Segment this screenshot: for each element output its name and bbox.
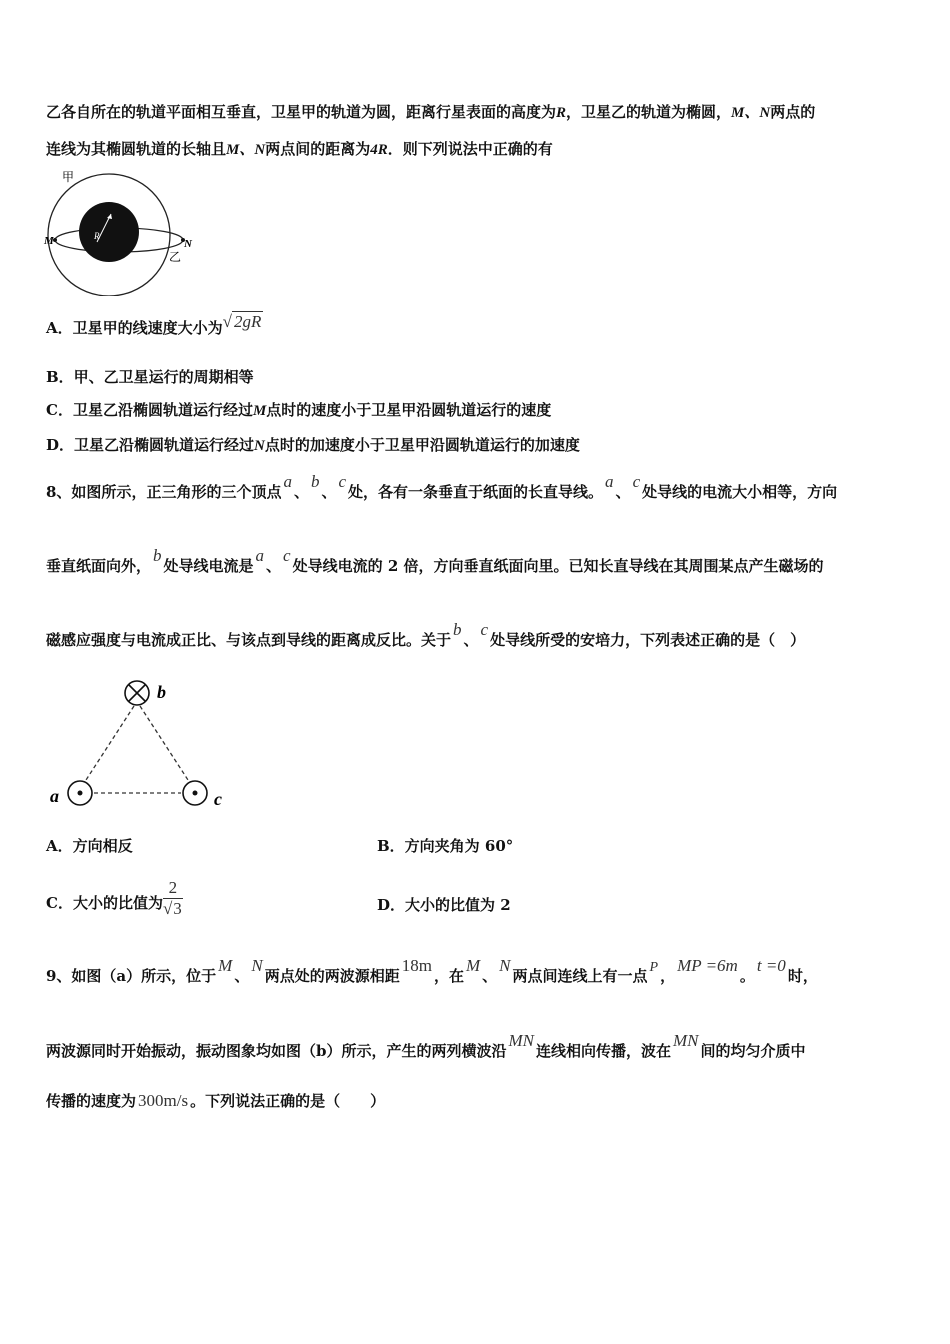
q9-l1-text-e: 时， — [787, 967, 818, 985]
q8-fraction-radicand: 3 — [173, 898, 182, 918]
q8-l1-text: 8、如图所示，正三角形的三个顶点 — [46, 483, 282, 501]
q8-option-b: B．方向夹角为 60° — [377, 837, 514, 855]
q7-option-c-text-b: 点时的速度小于卫星甲沿圆轨道运行的速度 — [266, 401, 552, 419]
q8-option-c-fraction — [163, 878, 183, 919]
q9-l1-text-c: ，在 — [433, 967, 464, 985]
q8-l2-text: 垂直纸面向外， — [46, 557, 152, 575]
q9-l3-text: 传播的速度为 — [46, 1092, 137, 1110]
q9-l1-text: 9、如图（a）所示，位于 — [46, 967, 217, 985]
q7-stem-text-b: ，卫星乙的轨道为椭圆， — [566, 103, 732, 121]
q9-t0: t =0 — [756, 956, 786, 975]
q7-option-d — [46, 435, 580, 456]
q9-var-M: M — [465, 956, 481, 975]
q9-sep: 、 — [482, 967, 498, 985]
q8-wire-a-out-of-page-icon — [68, 781, 92, 805]
q9-var-MN: MN — [673, 1031, 699, 1050]
q8-var-a: a — [605, 472, 614, 491]
q7-option-d-text-b: 点时的加速度小于卫星甲沿圆轨道运行的加速度 — [264, 436, 580, 454]
q8-fraction-denominator: √3 — [162, 898, 182, 918]
q7-stem-text-c: 两点的 — [770, 103, 816, 121]
q7-stem2-text-c: 两点间的距离为 — [265, 140, 371, 158]
q7-label-yi: 乙 — [169, 250, 182, 264]
q7-option-c-text: C．卫星乙沿椭圆轨道运行经过 — [46, 401, 253, 419]
q9-speed: 300m/s — [138, 1091, 189, 1110]
q9-var-P: P — [649, 960, 659, 975]
q8-side-bc — [140, 706, 188, 780]
q8-var-b: b — [310, 472, 320, 491]
q9-var-N: N — [499, 956, 511, 975]
q7-stem-line1 — [46, 102, 815, 123]
q8-var-b: b — [453, 620, 462, 639]
q8-l3-text: 磁感应强度与电流成正比、与该点到导线的距离成反比。关于 — [46, 631, 452, 649]
q8-option-a: A．方向相反 — [46, 837, 133, 855]
q8-l2-text-b: 处导线电流是 — [163, 557, 254, 575]
q8-label-b: b — [157, 682, 166, 702]
q8-var-a: a — [283, 472, 292, 491]
q8-var-c: c — [632, 472, 641, 491]
q8-wire-c-out-of-page-icon — [183, 781, 207, 805]
q8-option-c-text: C．大小的比值为 — [46, 894, 163, 912]
q7-option-a-radicand: 2gR — [233, 312, 262, 331]
q7-option-d-text: D．卫星乙沿椭圆轨道运行经过 — [46, 436, 255, 454]
q8-sep: 、 — [615, 483, 631, 501]
q7-label-R: R — [94, 231, 100, 241]
q7-option-a — [46, 312, 263, 338]
q8-label-c: c — [214, 789, 222, 809]
q8-var-a: a — [255, 546, 265, 565]
q9-comma: ， — [660, 967, 676, 985]
q9-sep: 、 — [234, 967, 250, 985]
q9-l2-text-b: 连线相向传播，波在 — [536, 1042, 672, 1060]
q8-label-a: a — [50, 786, 59, 806]
q8-stem-line1 — [46, 472, 838, 502]
q9-var-MN: MN — [508, 1031, 534, 1050]
q8-sep: 、 — [266, 557, 282, 575]
q9-var-M: M — [218, 956, 233, 975]
q9-l1-text-b: 两点处的两波源相距 — [264, 967, 400, 985]
q8-var-c: c — [338, 472, 347, 491]
q7-label-M: M — [44, 235, 54, 247]
q8-l1-text-b: 处，各有一条垂直于纸面的长直导线。 — [348, 483, 604, 501]
q8-wire-b-into-page-icon — [125, 681, 149, 705]
q8-l3-text-b: 处导线所受的安培力，下列表述正确的是（ ） — [490, 631, 806, 649]
q8-side-ab — [86, 706, 134, 780]
q8-var-c: c — [283, 546, 291, 565]
q8-l2-text-c: 处导线电流的 2 倍，方向垂直纸面向里。已知长直导线在其周围某点产生磁场的 — [292, 557, 824, 575]
q7-option-a-text: A．卫星甲的线速度大小为 — [46, 319, 223, 337]
q9-l2-text-c: 间的均匀介质中 — [700, 1042, 806, 1060]
q8-triangle-figure — [44, 672, 244, 817]
q9-distance: 18m — [401, 956, 432, 975]
q7-option-a-sqrt: √ 2gR — [222, 312, 262, 331]
q7-stem-line2 — [46, 139, 553, 160]
q9-MP: MP =6m — [677, 956, 738, 975]
q9-l2-text: 两波源同时开始振动，振动图象均如图（b）所示，产生的两列横波沿 — [46, 1042, 507, 1060]
q7-var-MN-2: M、N — [226, 142, 266, 158]
q7-option-b: B．甲、乙卫星运行的周期相等 — [46, 368, 254, 386]
q8-stem-line3 — [46, 620, 806, 650]
q7-stem2-text: 连线为其椭圆轨道的长轴且 — [46, 140, 227, 158]
q9-stem-line3 — [46, 1091, 385, 1111]
q7-stem-text: 乙各自所在的轨道平面相互垂直，卫星甲的轨道为圆，距离行星表面的高度为 — [46, 103, 557, 121]
q8-option-d: D．大小的比值为 2 — [377, 896, 511, 914]
q7-label-jia: 甲 — [62, 170, 75, 184]
q8-option-c — [46, 878, 183, 928]
q8-l1-text-c: 处导线的电流大小相等，方向 — [642, 483, 838, 501]
q8-sep: 、 — [321, 483, 337, 501]
q9-var-N: N — [251, 956, 263, 975]
q7-planet — [79, 202, 139, 262]
q9-stem-line1 — [46, 956, 818, 988]
q9-l3-text-b: 。下列说法正确的是（ ） — [190, 1092, 386, 1110]
q7-label-N: N — [184, 238, 192, 250]
q8-var-b: b — [153, 546, 162, 565]
q8-sep: 、 — [463, 631, 479, 649]
q7-stem2-text-d: ．则下列说法中正确的有 — [387, 140, 553, 158]
q9-stem-line2 — [46, 1031, 806, 1061]
q7-option-d-N: N — [254, 438, 265, 454]
q7-var-MN: M、N — [731, 105, 771, 121]
q8-stem-line2 — [46, 546, 824, 576]
q7-option-c — [46, 400, 551, 421]
q7-option-c-M: M — [252, 403, 267, 419]
q7-var-4R: 4R — [370, 142, 388, 158]
q9-l1-text-d: 两点间连线上有一点 — [512, 967, 648, 985]
q9-dot: 。 — [739, 967, 755, 985]
q7-orbit-figure — [40, 168, 200, 296]
q8-sep: 、 — [293, 483, 309, 501]
q7-var-R: R — [556, 105, 567, 121]
q8-fraction-numerator: 2 — [163, 878, 183, 899]
q8-var-c: c — [480, 620, 489, 639]
